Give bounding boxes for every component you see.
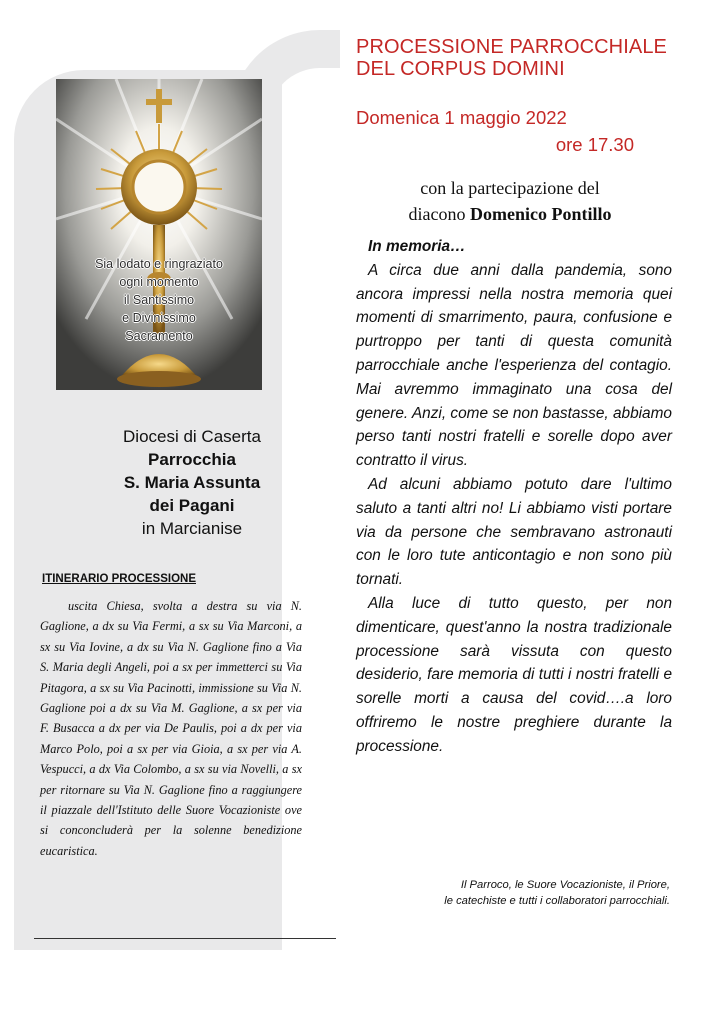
signature-line: le catechiste e tutti i collaboratori parrocchiali. [444,895,670,907]
participation [360,175,660,227]
parish-label: Parrocchia [148,450,236,469]
time-text: ore 17.30 [555,134,634,155]
caption-line: il Santissimo [123,293,195,307]
parish-name-cont: dei Pagani [149,496,235,515]
deacon-name: Domenico Pontillo [469,204,612,224]
parish-block [62,425,322,540]
event-date [356,104,634,158]
parish-name: S. Maria Assunta [123,473,261,492]
participation-line2 [360,201,660,227]
participation-line: con la partecipazione del [420,178,600,198]
title-line: DEL CORPUS DOMINI [356,58,565,80]
itinerary-title: ITINERARIO PROCESSIONE [42,573,196,585]
signature-line: Il Parroco, le Suore Vocazioniste, il Priore, [460,879,670,891]
memoria-text [356,235,672,759]
memoria-paragraph: Alla luce di tutto questo, per non dimenticare, quest'anno la nostra tradizionale processione sarà vissuta con questo desiderio, fare memoria di tutti i nostri fratelli e sorelle morti a causa del covid….a loro offriremo le nostre preghiere durante la processione. [356,594,672,755]
parish-town: in Marcianise [141,519,243,538]
monstrance-image [56,79,262,390]
caption-line: Sacramento [125,329,193,343]
title-line: PROCESSIONE PARROCCHIALE [356,36,667,58]
image-caption [56,255,262,345]
itinerary-text: uscita Chiesa, svolta a destra su via N. Gaglione, a dx su Via Fermi, a sx su Via Marconi, a sx su Via Iovine, a dx su Via N. Gaglione fino a Via S. Maria degli Angeli, poi a sx per immetterci su Via Pitagora, a sx su Via Pacinotti, immissione su Via N. Gaglione poi a dx su Via M. Gaglione, a sx per via F. Busacca a dx per via De Paulis, poi a dx per via Marco Polo, poi a sx per via Gioia, a sx per via A. Vespucci, a dx Via Colombo, a sx su via Novelli, a sx per ritornare su Via N. Gaglione fino a raggiungere il piazzale dell'Istituto delle Suore Vocazioniste ove si conconcluderà per la solenne benedizione eucaristica. [40,599,302,858]
caption-line: e Divinissimo [122,311,196,325]
memoria-paragraph: A circa due anni dalla pandemia, sono ancora impressi nella nostra memoria quei momenti di smarrimento, paura, confusione e purtroppo per tanti di questa comunità parrocchiale anche l'esperienza del contagio. Mai avremmo immaginato una cosa del genere. Anzi, come se non bastasse, abbiamo perso tanti nostri fratelli e sorelle dopo aver contratto il virus. [356,261,672,470]
memoria-paragraph: Ad alcuni abbiamo potuto dare l'ultimo saluto a tanti altri no! Li abbiamo visti portare via da persone che sembravano astronauti con le loro tute anticontagio e non sono più tornati. [356,475,672,589]
date-text: Domenica 1 maggio 2022 [356,107,567,128]
page-title [356,36,667,80]
caption-line: ogni momento [119,275,199,289]
memoria-heading: In memoria… [368,238,466,255]
diocese-name: Diocesi di Caserta [123,427,261,446]
caption-line: Sia lodato e ringraziato [95,257,223,271]
signature [356,877,670,909]
participation-prefix: diacono [408,204,466,224]
divider [34,938,336,939]
